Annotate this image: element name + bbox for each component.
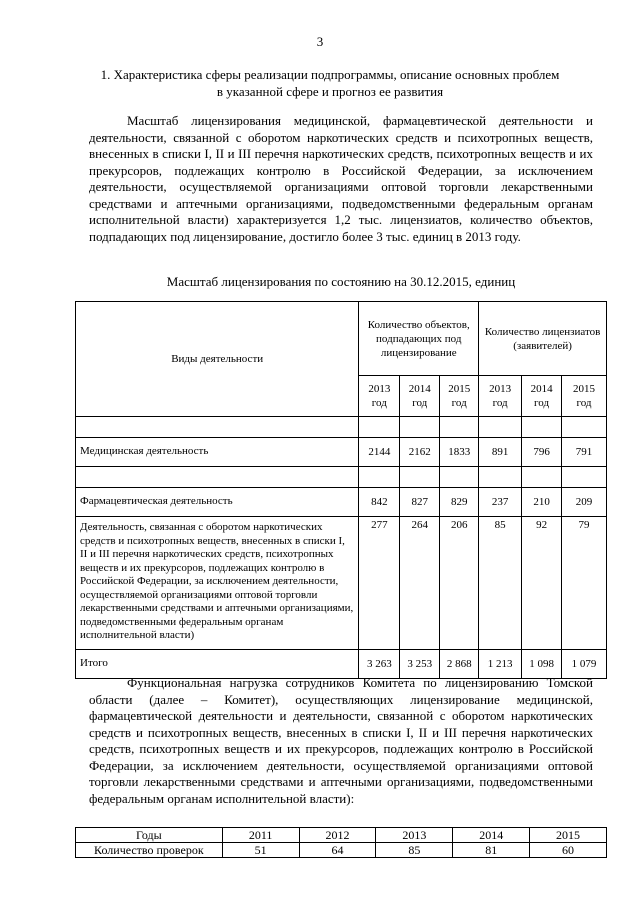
- table-cell: 1833: [440, 438, 479, 467]
- table-row: [76, 438, 607, 467]
- year-header: 2014: [453, 828, 530, 843]
- paragraph-functional-load: Функциональная нагрузка сотрудников Комитета по лицензированию Томской области (далее – Комитет), осуществляющих лицензирование медицинской, фармацевтической деятельности и деятельности, связанной с оборотом наркотических средств и психотропных веществ, внесенных в списки I, II и III перечня наркотических средств, психотропных веществ и их прекурсоров, подлежащих контролю в Российской Федерации, за исключением деятельности, осуществляемой организациями оптовой торговли лекарственными средствами и аптечными организациями, подведомственными федеральным органам исполнительной власти):: [89, 675, 593, 806]
- year-header: 2015 год: [440, 376, 479, 417]
- table-caption: Масштаб лицензирования по состоянию на 30.12.2015, единиц: [166, 274, 516, 289]
- table-spacer-row: [76, 417, 607, 438]
- table-cell: 3 253: [400, 649, 440, 678]
- table-cell: 206: [440, 517, 479, 650]
- table-cell: 64: [299, 843, 376, 858]
- table-cell: 842: [359, 488, 400, 517]
- table-cell: 829: [440, 488, 479, 517]
- table-cell: 209: [562, 488, 607, 517]
- column-header-years: Годы: [76, 828, 223, 843]
- table-cell: 210: [522, 488, 562, 517]
- section-heading: 1. Характеристика сферы реализации подпрограммы, описание основных проблем в указанной сфере и прогноз ее развития: [100, 67, 560, 99]
- table-cell: 2162: [400, 438, 440, 467]
- table-header-row: [76, 828, 607, 843]
- table-cell: 1 098: [522, 649, 562, 678]
- row-label: Деятельность, связанная с оборотом наркотических средств и психотропных веществ, внесенных в списки I, II и III перечня наркотических средств, психотропных веществ и их прекурсоров, подлежащих контролю в Российской Федерации, за исключением деятельности, осуществляемой организациями оптовой торговли лекарственными средствами и аптечными организациями, подведомственными федеральным органам исполнительной власти): [76, 517, 359, 650]
- table-cell: 827: [400, 488, 440, 517]
- table-cell: 92: [522, 517, 562, 650]
- table-cell: 85: [479, 517, 522, 650]
- table-cell: 51: [222, 843, 299, 858]
- table-cell: 81: [453, 843, 530, 858]
- column-header-objects: Количество объектов, подпадающих под лицензирование: [359, 302, 479, 376]
- year-header: 2013: [376, 828, 453, 843]
- paragraph-licensing-scale: Масштаб лицензирования медицинской, фармацевтической деятельности и деятельности, связанной с оборотом наркотических средств и психотропных веществ, внесенных в списки I, II и III перечня наркотических средств, психотропных веществ и их прекурсоров, подлежащих контролю в Российской Федерации, за исключением деятельности, осуществляемой организациями оптовой торговли лекарственными средствами и аптечными организациями, подведомственными федеральным органам исполнительной власти) характеризуется 1,2 тыс. лицензиатов, количество объектов, подпадающих под лицензирование, достигло более 3 тыс. единиц в 2013 году.: [89, 113, 593, 244]
- year-header: 2013 год: [359, 376, 400, 417]
- table-cell: 1 079: [562, 649, 607, 678]
- table-cell: 264: [400, 517, 440, 650]
- licensing-table: [75, 301, 607, 679]
- table-cell: 891: [479, 438, 522, 467]
- column-header-kind: Виды деятельности: [76, 302, 359, 417]
- table-cell: 3 263: [359, 649, 400, 678]
- row-label: Итого: [76, 649, 359, 678]
- year-header: 2015 год: [562, 376, 607, 417]
- year-header: 2012: [299, 828, 376, 843]
- year-header: 2014 год: [522, 376, 562, 417]
- row-label: Количество проверок: [76, 843, 223, 858]
- table-cell: 2 868: [440, 649, 479, 678]
- table-cell: 79: [562, 517, 607, 650]
- table-cell: 791: [562, 438, 607, 467]
- year-header: 2013 год: [479, 376, 522, 417]
- row-label: Медицинская деятельность: [76, 438, 359, 467]
- table-cell: 1 213: [479, 649, 522, 678]
- year-header: 2014 год: [400, 376, 440, 417]
- table-cell: 85: [376, 843, 453, 858]
- table-cell: 60: [530, 843, 607, 858]
- table-cell: 277: [359, 517, 400, 650]
- table-cell: 2144: [359, 438, 400, 467]
- row-label: Фармацевтическая деятельность: [76, 488, 359, 517]
- page-number: 3: [316, 34, 324, 49]
- table-spacer-row: [76, 467, 607, 488]
- table-row-total: [76, 649, 607, 678]
- table-row: [76, 488, 607, 517]
- inspections-table: [75, 827, 607, 858]
- column-header-licensees: Количество лицензиатов (заявителей): [479, 302, 607, 376]
- table-cell: 796: [522, 438, 562, 467]
- table-row: [76, 843, 607, 858]
- table-row: [76, 517, 607, 650]
- table-cell: 237: [479, 488, 522, 517]
- year-header: 2015: [530, 828, 607, 843]
- year-header: 2011: [222, 828, 299, 843]
